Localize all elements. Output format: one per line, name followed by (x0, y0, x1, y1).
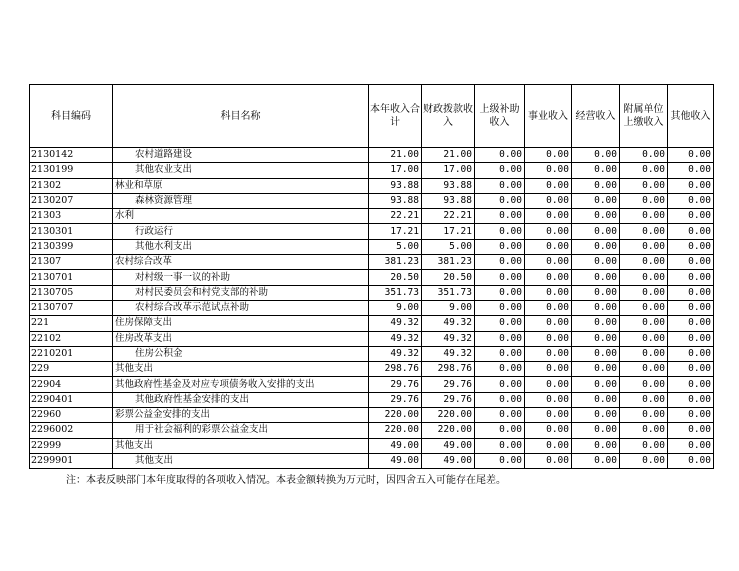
table-row (30, 270, 714, 285)
table-row (30, 408, 714, 423)
amount-cell: 5.00 (369, 239, 422, 254)
table-row (30, 423, 714, 438)
subject-code-cell: 2290401 (30, 392, 113, 407)
amount-cell: 0.00 (620, 453, 668, 468)
amount-cell: 0.00 (620, 408, 668, 423)
table-row (30, 362, 714, 377)
amount-cell: 0.00 (475, 331, 525, 346)
amount-cell: 29.76 (422, 392, 475, 407)
amount-cell: 0.00 (572, 453, 620, 468)
subject-code-cell: 22904 (30, 377, 113, 392)
table-row (30, 209, 714, 224)
amount-cell: 0.00 (620, 300, 668, 315)
table-row (30, 300, 714, 315)
amount-cell: 49.32 (422, 346, 475, 361)
subject-name-cell: 其他农业支出 (113, 163, 369, 178)
amount-cell: 0.00 (572, 178, 620, 193)
subject-code-cell: 2130705 (30, 285, 113, 300)
amount-cell: 0.00 (620, 331, 668, 346)
amount-cell: 0.00 (620, 377, 668, 392)
subject-code-cell: 2130199 (30, 163, 113, 178)
amount-cell: 0.00 (668, 239, 714, 254)
table-row (30, 331, 714, 346)
table-row (30, 178, 714, 193)
amount-cell: 0.00 (475, 255, 525, 270)
amount-cell: 0.00 (525, 285, 572, 300)
amount-cell: 0.00 (475, 377, 525, 392)
subject-code-cell: 21302 (30, 178, 113, 193)
subject-name-cell: 其他水利支出 (113, 239, 369, 254)
amount-cell: 0.00 (620, 316, 668, 331)
amount-cell: 220.00 (369, 408, 422, 423)
amount-cell: 0.00 (525, 209, 572, 224)
header-affiliated-income: 附属单位上缴收入 (620, 85, 668, 148)
table-row (30, 163, 714, 178)
table-footnote: 注：本表反映部门本年度取得的各项收入情况。本表金额转换为万元时，因四舍五入可能存在尾差。 (66, 475, 506, 486)
amount-cell: 0.00 (525, 392, 572, 407)
amount-cell: 9.00 (369, 300, 422, 315)
amount-cell: 0.00 (572, 163, 620, 178)
amount-cell: 93.88 (422, 193, 475, 208)
amount-cell: 381.23 (369, 255, 422, 270)
amount-cell: 0.00 (572, 362, 620, 377)
amount-cell: 0.00 (620, 163, 668, 178)
amount-cell: 0.00 (668, 270, 714, 285)
amount-cell: 0.00 (525, 362, 572, 377)
amount-cell: 0.00 (475, 453, 525, 468)
amount-cell: 0.00 (475, 408, 525, 423)
amount-cell: 9.00 (422, 300, 475, 315)
amount-cell: 49.00 (422, 438, 475, 453)
subject-name-cell: 水利 (113, 209, 369, 224)
amount-cell: 0.00 (668, 316, 714, 331)
subject-name-cell: 彩票公益金安排的支出 (113, 408, 369, 423)
amount-cell: 0.00 (668, 163, 714, 178)
subject-name-cell: 用于社会福利的彩票公益金支出 (113, 423, 369, 438)
amount-cell: 0.00 (475, 392, 525, 407)
table-row (30, 239, 714, 254)
amount-cell: 0.00 (475, 423, 525, 438)
amount-cell: 0.00 (572, 255, 620, 270)
header-row (30, 85, 714, 148)
amount-cell: 93.88 (369, 178, 422, 193)
amount-cell: 0.00 (525, 331, 572, 346)
amount-cell: 0.00 (668, 331, 714, 346)
header-total-income: 本年收入合计 (369, 85, 422, 148)
amount-cell: 0.00 (668, 285, 714, 300)
amount-cell: 298.76 (422, 362, 475, 377)
table-row (30, 224, 714, 239)
amount-cell: 0.00 (572, 148, 620, 163)
subject-name-cell: 行政运行 (113, 224, 369, 239)
amount-cell: 0.00 (572, 316, 620, 331)
table-row (30, 377, 714, 392)
amount-cell: 0.00 (525, 224, 572, 239)
amount-cell: 21.00 (422, 148, 475, 163)
subject-name-cell: 对村民委员会和村党支部的补助 (113, 285, 369, 300)
amount-cell: 21.00 (369, 148, 422, 163)
amount-cell: 0.00 (620, 148, 668, 163)
amount-cell: 0.00 (525, 377, 572, 392)
amount-cell: 0.00 (572, 377, 620, 392)
amount-cell: 220.00 (369, 423, 422, 438)
amount-cell: 20.50 (422, 270, 475, 285)
table-row (30, 148, 714, 163)
amount-cell: 0.00 (572, 270, 620, 285)
amount-cell: 0.00 (668, 300, 714, 315)
table-row (30, 285, 714, 300)
subject-name-cell: 住房改革支出 (113, 331, 369, 346)
subject-code-cell: 2130207 (30, 193, 113, 208)
table-row (30, 392, 714, 407)
subject-code-cell: 22999 (30, 438, 113, 453)
subject-name-cell: 其他支出 (113, 362, 369, 377)
amount-cell: 0.00 (668, 148, 714, 163)
subject-name-cell: 森林资源管理 (113, 193, 369, 208)
amount-cell: 0.00 (525, 453, 572, 468)
header-subject-code: 科目编码 (30, 85, 113, 148)
amount-cell: 17.00 (369, 163, 422, 178)
amount-cell: 0.00 (475, 438, 525, 453)
subject-code-cell: 2296002 (30, 423, 113, 438)
amount-cell: 0.00 (525, 423, 572, 438)
subject-name-cell: 农村综合改革 (113, 255, 369, 270)
amount-cell: 0.00 (620, 423, 668, 438)
amount-cell: 0.00 (620, 438, 668, 453)
amount-cell: 49.32 (422, 316, 475, 331)
amount-cell: 0.00 (620, 193, 668, 208)
amount-cell: 0.00 (620, 224, 668, 239)
amount-cell: 0.00 (572, 423, 620, 438)
amount-cell: 0.00 (572, 224, 620, 239)
amount-cell: 29.76 (369, 377, 422, 392)
amount-cell: 49.00 (369, 438, 422, 453)
amount-cell: 0.00 (620, 178, 668, 193)
amount-cell: 0.00 (572, 193, 620, 208)
amount-cell: 0.00 (525, 438, 572, 453)
amount-cell: 0.00 (572, 408, 620, 423)
table-row (30, 193, 714, 208)
amount-cell: 49.32 (369, 346, 422, 361)
amount-cell: 29.76 (369, 392, 422, 407)
amount-cell: 0.00 (668, 178, 714, 193)
amount-cell: 0.00 (620, 346, 668, 361)
amount-cell: 0.00 (572, 209, 620, 224)
amount-cell: 0.00 (572, 392, 620, 407)
amount-cell: 49.00 (422, 453, 475, 468)
subject-name-cell: 对村级一事一议的补助 (113, 270, 369, 285)
amount-cell: 0.00 (525, 178, 572, 193)
amount-cell: 0.00 (525, 255, 572, 270)
subject-code-cell: 22960 (30, 408, 113, 423)
subject-code-cell: 2210201 (30, 346, 113, 361)
amount-cell: 0.00 (572, 346, 620, 361)
amount-cell: 0.00 (525, 316, 572, 331)
subject-code-cell: 2130707 (30, 300, 113, 315)
subject-code-cell: 21303 (30, 209, 113, 224)
amount-cell: 22.21 (369, 209, 422, 224)
amount-cell: 0.00 (668, 346, 714, 361)
subject-code-cell: 21307 (30, 255, 113, 270)
subject-code-cell: 2130399 (30, 239, 113, 254)
subject-name-cell: 其他支出 (113, 438, 369, 453)
subject-code-cell: 2130142 (30, 148, 113, 163)
amount-cell: 0.00 (572, 300, 620, 315)
amount-cell: 0.00 (620, 239, 668, 254)
header-subject-name: 科目名称 (113, 85, 369, 148)
amount-cell: 0.00 (475, 148, 525, 163)
amount-cell: 0.00 (572, 331, 620, 346)
amount-cell: 0.00 (572, 239, 620, 254)
amount-cell: 0.00 (668, 362, 714, 377)
table-row (30, 346, 714, 361)
amount-cell: 0.00 (620, 285, 668, 300)
table-row (30, 453, 714, 468)
amount-cell: 0.00 (620, 392, 668, 407)
amount-cell: 0.00 (668, 438, 714, 453)
subject-name-cell: 其他政府性基金安排的支出 (113, 392, 369, 407)
amount-cell: 17.00 (422, 163, 475, 178)
amount-cell: 49.32 (422, 331, 475, 346)
header-business-income: 事业收入 (525, 85, 572, 148)
amount-cell: 0.00 (668, 453, 714, 468)
table-row (30, 438, 714, 453)
amount-cell: 0.00 (525, 193, 572, 208)
amount-cell: 0.00 (475, 193, 525, 208)
amount-cell: 0.00 (475, 346, 525, 361)
subject-name-cell: 其他政府性基金及对应专项债务收入安排的支出 (113, 377, 369, 392)
amount-cell: 49.32 (369, 331, 422, 346)
amount-cell: 0.00 (668, 392, 714, 407)
subject-code-cell: 22102 (30, 331, 113, 346)
amount-cell: 0.00 (668, 193, 714, 208)
subject-name-cell: 林业和草原 (113, 178, 369, 193)
amount-cell: 0.00 (620, 255, 668, 270)
subject-name-cell: 农村道路建设 (113, 148, 369, 163)
amount-cell: 29.76 (422, 377, 475, 392)
amount-cell: 0.00 (525, 346, 572, 361)
amount-cell: 0.00 (620, 209, 668, 224)
subject-code-cell: 2299901 (30, 453, 113, 468)
subject-name-cell: 其他支出 (113, 453, 369, 468)
amount-cell: 0.00 (525, 163, 572, 178)
header-operating-income: 经营收入 (572, 85, 620, 148)
subject-code-cell: 2130701 (30, 270, 113, 285)
header-other-income: 其他收入 (668, 85, 714, 148)
amount-cell: 0.00 (572, 285, 620, 300)
amount-cell: 0.00 (475, 224, 525, 239)
amount-cell: 0.00 (525, 239, 572, 254)
income-table (29, 84, 714, 469)
subject-code-cell: 221 (30, 316, 113, 331)
table-row (30, 316, 714, 331)
amount-cell: 0.00 (475, 209, 525, 224)
amount-cell: 0.00 (572, 438, 620, 453)
amount-cell: 0.00 (475, 163, 525, 178)
amount-cell: 0.00 (668, 224, 714, 239)
amount-cell: 220.00 (422, 408, 475, 423)
table-row (30, 255, 714, 270)
header-superior-subsidy: 上级补助收入 (475, 85, 525, 148)
amount-cell: 0.00 (668, 377, 714, 392)
amount-cell: 0.00 (475, 362, 525, 377)
amount-cell: 0.00 (475, 300, 525, 315)
subject-name-cell: 住房公积金 (113, 346, 369, 361)
amount-cell: 17.21 (369, 224, 422, 239)
amount-cell: 0.00 (668, 408, 714, 423)
amount-cell: 0.00 (668, 423, 714, 438)
amount-cell: 0.00 (668, 209, 714, 224)
amount-cell: 0.00 (525, 270, 572, 285)
amount-cell: 351.73 (369, 285, 422, 300)
amount-cell: 0.00 (668, 255, 714, 270)
amount-cell: 22.21 (422, 209, 475, 224)
amount-cell: 5.00 (422, 239, 475, 254)
amount-cell: 351.73 (422, 285, 475, 300)
amount-cell: 220.00 (422, 423, 475, 438)
amount-cell: 0.00 (525, 148, 572, 163)
amount-cell: 0.00 (620, 362, 668, 377)
amount-cell: 0.00 (525, 408, 572, 423)
amount-cell: 0.00 (475, 316, 525, 331)
header-fiscal-allocation: 财政拨款收入 (422, 85, 475, 148)
amount-cell: 49.00 (369, 453, 422, 468)
subject-code-cell: 2130301 (30, 224, 113, 239)
subject-code-cell: 229 (30, 362, 113, 377)
amount-cell: 381.23 (422, 255, 475, 270)
amount-cell: 298.76 (369, 362, 422, 377)
amount-cell: 0.00 (475, 270, 525, 285)
amount-cell: 93.88 (369, 193, 422, 208)
amount-cell: 93.88 (422, 178, 475, 193)
amount-cell: 0.00 (620, 270, 668, 285)
amount-cell: 20.50 (369, 270, 422, 285)
amount-cell: 49.32 (369, 316, 422, 331)
amount-cell: 0.00 (475, 178, 525, 193)
amount-cell: 0.00 (525, 300, 572, 315)
amount-cell: 0.00 (475, 239, 525, 254)
amount-cell: 17.21 (422, 224, 475, 239)
subject-name-cell: 住房保障支出 (113, 316, 369, 331)
amount-cell: 0.00 (475, 285, 525, 300)
subject-name-cell: 农村综合改革示范试点补助 (113, 300, 369, 315)
